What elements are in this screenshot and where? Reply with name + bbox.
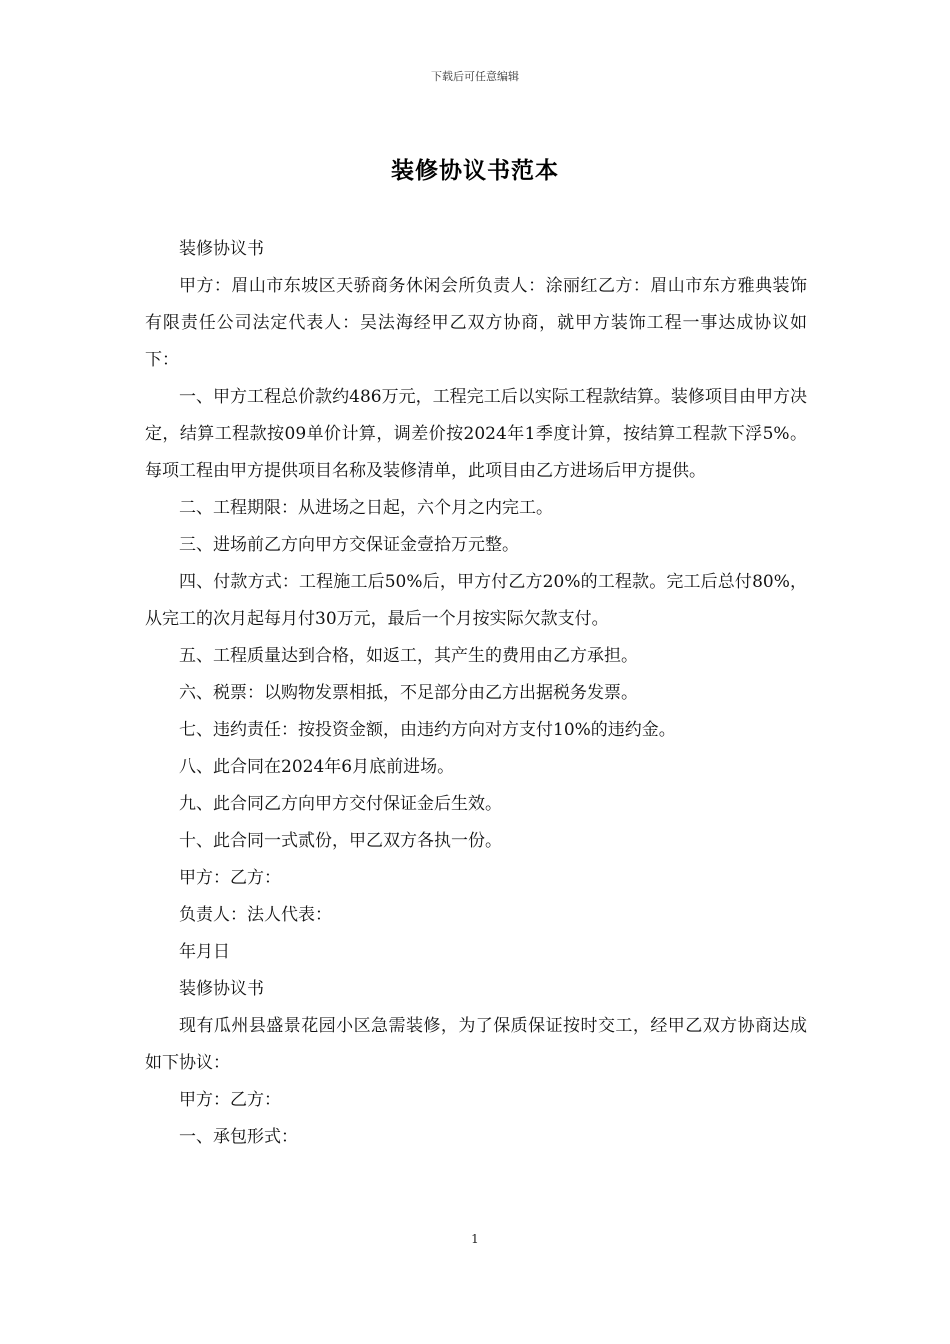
signature-date: 年月日 — [179, 942, 230, 962]
clause-2: 二、工程期限：从进场之日起，六个月之内完工。 — [179, 498, 553, 518]
clause-contract-form: 一、承包形式： — [179, 1127, 298, 1147]
header-note: 下载后可任意编辑 — [431, 70, 519, 83]
clause-6: 六、税票：以购物发票相抵，不足部分由乙方出据税务发票。 — [179, 683, 638, 703]
clause-8: 八、此合同在2024年6月底前进场。 — [179, 757, 455, 777]
paragraph-subtitle: 装修协议书 — [179, 239, 264, 259]
signature-representatives: 负责人：法人代表： — [179, 905, 332, 925]
signature-parties: 甲方：乙方： — [179, 868, 281, 888]
paragraph-parties-2: 甲方：乙方： — [179, 1090, 281, 1110]
clause-3: 三、进场前乙方向甲方交保证金壹拾万元整。 — [179, 535, 519, 555]
clause-5: 五、工程质量达到合格，如返工，其产生的费用由乙方承担。 — [179, 646, 638, 666]
clause-4: 四、付款方式：工程施工后50%后，甲方付乙方20%的工程款。完工后总付80%，从完工的次月起每月付30万元，最后一个月按实际欠款支付。 — [145, 572, 807, 629]
document-title: 装修协议书范本 — [391, 157, 559, 184]
clause-1: 一、甲方工程总价款约486万元，工程完工后以实际工程款结算。装修项目由甲方决定，结算工程款按09单价计算，调差价按2024年1季度计算，按结算工程款下浮5%。每项工程由甲方提供项目名称及装修清单，此项目由乙方进场后甲方提供。 — [145, 387, 807, 481]
clause-7: 七、违约责任：按投资金额，由违约方向对方支付10%的违约金。 — [179, 720, 676, 740]
paragraph-intro-2: 现有瓜州县盛景花园小区急需装修，为了保质保证按时交工，经甲乙双方协商达成如下协议： — [145, 1016, 807, 1073]
clause-9: 九、此合同乙方向甲方交付保证金后生效。 — [179, 794, 502, 814]
page-number: 1 — [471, 1232, 479, 1246]
paragraph-subtitle-2: 装修协议书 — [179, 979, 264, 999]
clause-10: 十、此合同一式贰份，甲乙双方各执一份。 — [179, 831, 502, 851]
document-body — [145, 231, 807, 1156]
paragraph-parties: 甲方：眉山市东坡区天骄商务休闲会所负责人：涂丽红乙方：眉山市东方雅典装饰有限责任公司法定代表人：吴法海经甲乙双方协商，就甲方装饰工程一事达成协议如下： — [145, 276, 807, 370]
